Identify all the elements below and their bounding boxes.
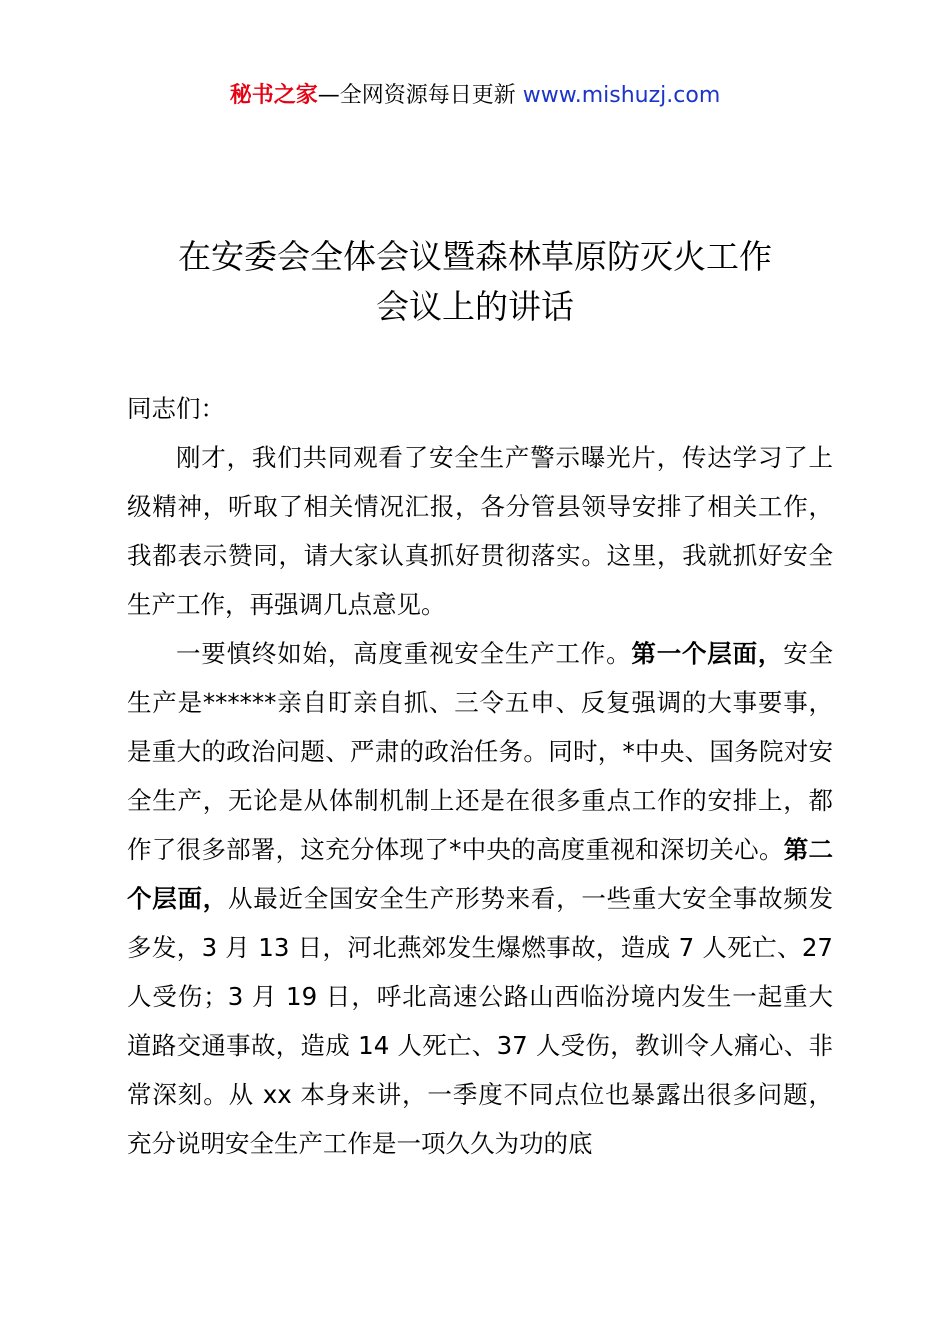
document-title: [0, 232, 950, 332]
paragraph-2-bold-1: 第一个层面，: [631, 639, 784, 668]
paragraph-2-intro: 一要慎终如始，高度重视安全生产工作。: [176, 639, 632, 668]
title-line-1: 在安委会全体会议暨森林草原防灭火工作: [178, 237, 772, 276]
salutation: 同志们：: [127, 394, 225, 423]
paragraph-2-text-1: 安全生产是******亲自盯亲自抓、三令五申、反复强调的大事要事，是重大的政治问题、严肃的政治任务。同时，*中央、国务院对安全生产，无论是从体制机制上还是在很多重点工作的安排上，都作了很多部署，这充分体现了*中央的高度重视和深切关心。: [127, 639, 834, 864]
paragraph-1: 刚才，我们共同观看了安全生产警示曝光片，传达学习了上级精神，听取了相关情况汇报，各分管县领导安排了相关工作，我都表示赞同，请大家认真抓好贯彻落实。这里，我就抓好安全生产工作，再强调几点意见。: [127, 443, 833, 619]
title-line-2: 会议上的讲话: [376, 287, 574, 326]
site-tagline: —全网资源每日更新: [317, 83, 523, 108]
paragraph-2-text-2: 从最近全国安全生产形势来看，一些重大安全事故频发多发，3 月 13 日，河北燕郊发生爆燃事故，造成 7 人死亡、27 人受伤；3 月 19 日，呼北高速公路山西临汾境内发生一起重大道路交通事故，造成 14 人死亡、37 人受伤，教训令人痛心、非常深刻。从 xx 本身来讲，一季度不同点位也暴露出很多问题，充分说明安全生产工作是一项久久为功的底: [127, 884, 834, 1158]
site-url[interactable]: www.mishuzj.com: [522, 83, 721, 108]
paragraph-2-bold-2: 第二个层面，: [127, 835, 834, 913]
paragraph-2: [127, 629, 833, 1168]
site-brand: 秘书之家: [229, 83, 318, 108]
site-header: [0, 80, 950, 112]
document-body: [127, 384, 833, 1168]
